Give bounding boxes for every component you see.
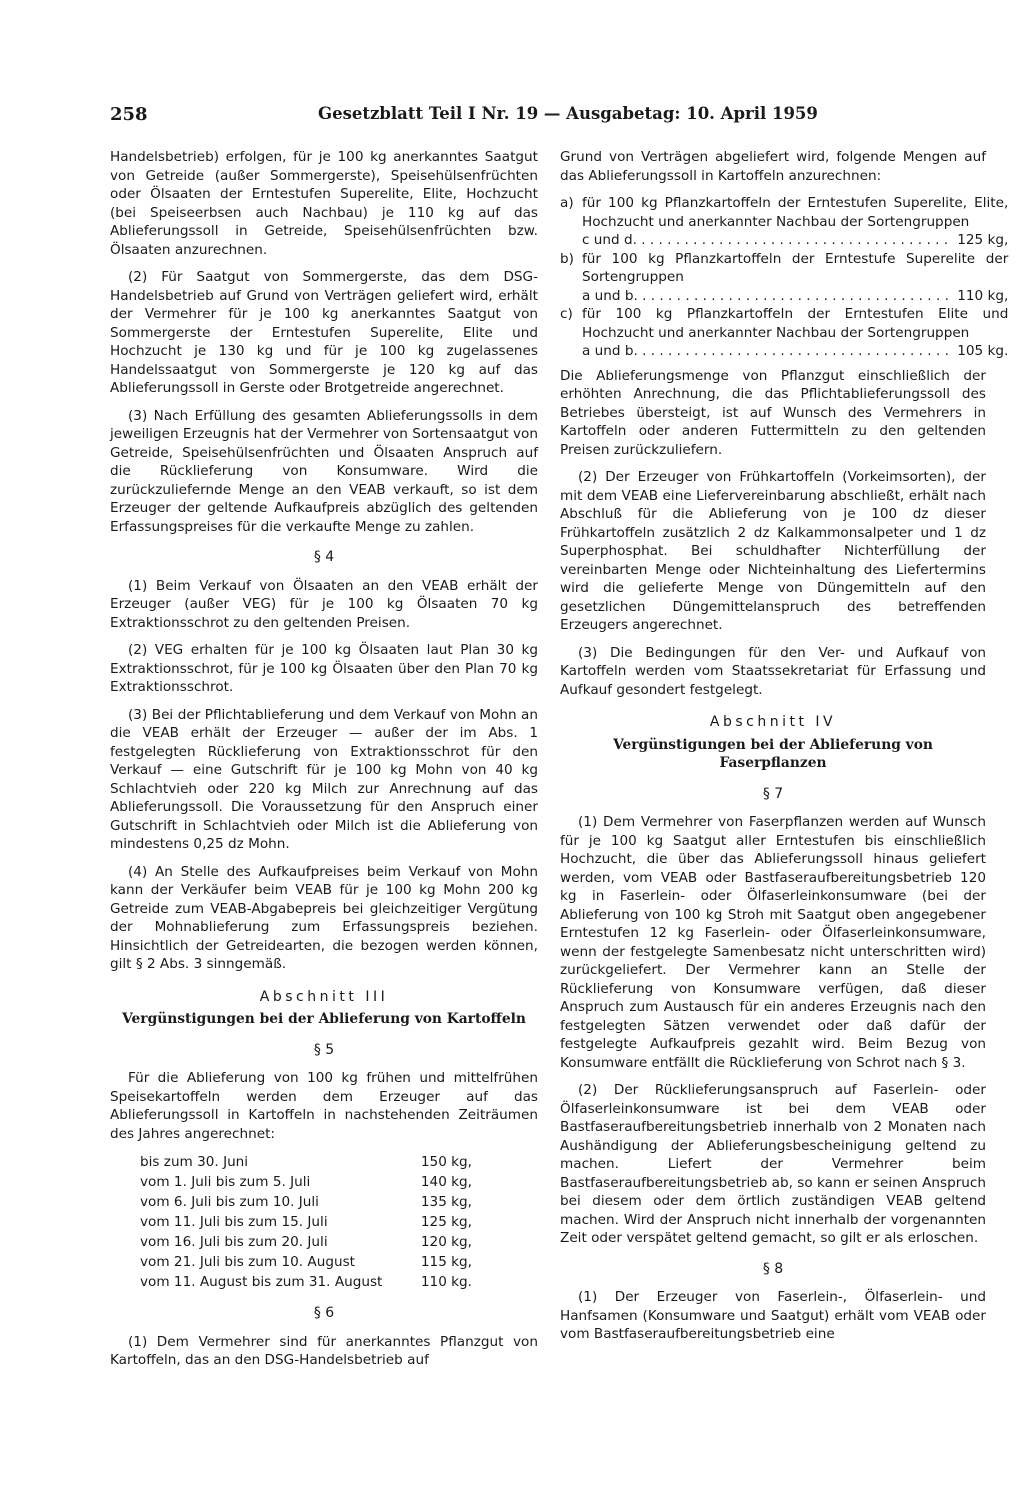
list-amount: 110 kg, bbox=[957, 287, 1009, 304]
paragraph-s6-2: (2) Der Erzeuger von Frühkartoffeln (Vorkeimsorten), der mit dem VEAB eine Liefervereinbarung abschließt, erhält nach Abschluß für die Ablieferung von je 100 dz dieser Frühkartoffeln zusätzlich 2 dz Kalkammonsalpeter und 1 dz Superphosphat. Bei schuldhafter Nichterfüllung der vereinbarten Menge oder Nichteinhaltung des Liefertermins wird die gelieferte Menge von Düngemitteln auf den gesetzlichen Düngemittelanspruch des betreffenden Erzeugers angerechnet. bbox=[560, 469, 986, 633]
schedule-amount: 110 kg. bbox=[420, 1273, 472, 1290]
paragraph-s4-3: (3) Bei der Pflichtablieferung und dem Verkauf von Mohn an die VEAB erhält der Erzeuger — außer der im Abs. 1 festgelegten Rücklieferung von Extraktionsschrot für den Verkauf — eine Gutschrift für je 100 kg Mohn von 40 kg Schlachtvieh oder 220 kg Milch zur Anrechnung auf das Ablieferungssoll. Die Voraussetzung für den Anspruch einer Gutschrift in Schlachtvieh oder Milch ist die Ablieferung von mindestens 0,25 dz Mohn. bbox=[110, 706, 538, 852]
left-column bbox=[110, 148, 538, 1379]
schedule-row bbox=[140, 1152, 472, 1172]
paragraph-s6-3: (3) Die Bedingungen für den Ver- und Aufkauf von Kartoffeln werden vom Staatssekretariat für Erfassung und Aufkauf gesondert festgelegt. bbox=[560, 644, 986, 698]
paragraph-s3-2: (2) Für Saatgut von Sommergerste, das dem DSG-Handelsbetrieb auf Grund von Verträgen geliefert wird, erhält der Vermehrer für je 100 kg anerkanntes Saatgut von Sommergerste der Erntestufen Superelite, Elite und Hochzucht je 130 kg und für je 100 kg zugelassenes Handelssaatgut von Sommergerste je 120 kg auf das Ablieferungssoll in Gerste oder Brotgetreide angerechnet. bbox=[110, 269, 538, 396]
list-letter: a) bbox=[560, 195, 574, 211]
paragraph-continued: Handelsbetrieb) erfolgen, für je 100 kg anerkanntes Saatgut von Getreide (außer Sommergerste), Speisehülsenfrüchten oder Ölsaaten der Erntestufen Superelite, Elite, Hochzucht (bei Speiseerbsen auch Nachbau) je 110 kg auf das Ablieferungssoll in Getreide, Speisehülsenfrüchten bzw. Ölsaaten anzurechnen. bbox=[110, 149, 538, 258]
list-letter: b) bbox=[560, 250, 574, 267]
schedule-row bbox=[140, 1212, 472, 1232]
schedule-period: vom 11. Juli bis zum 15. Juli bbox=[140, 1213, 328, 1230]
list-last-line: c und d bbox=[582, 232, 633, 248]
section-mark-8: § 8 bbox=[762, 1260, 784, 1277]
paragraph-s4-2: (2) VEG erhalten für je 100 kg Ölsaaten laut Plan 30 kg Extraktionsschrot, für je 100 kg Ölsaaten über den Plan 70 kg Extraktionsschrot. bbox=[110, 642, 538, 695]
pflanzgut-list bbox=[560, 194, 1009, 361]
schedule-amount: 120 kg, bbox=[420, 1233, 472, 1250]
running-title: Gesetzblatt Teil I Nr. 19 — Ausgabetag: 10. April 1959 bbox=[318, 104, 818, 123]
list-text: für 100 kg Pflanzkartoffeln der Erntestufe Superelite der Sortengruppen bbox=[582, 250, 1009, 285]
page-header bbox=[110, 104, 986, 130]
list-letter: c) bbox=[560, 306, 573, 322]
list-text: für 100 kg Pflanzkartoffeln der Erntestufen Superelite, Elite, Hochzucht und anerkannter Nachbau der Sortengruppen bbox=[582, 195, 1009, 230]
list-item bbox=[560, 305, 1009, 361]
section-mark-4: § 4 bbox=[313, 549, 335, 565]
paragraph-s8-1: (1) Der Erzeuger von Faserlein-, Ölfaserlein- und Hanfsamen (Konsumware und Saatgut) erhält vom VEAB oder vom Bastfaseraufbereitungsbetrieb eine bbox=[560, 1289, 986, 1342]
paragraph-s7-1: (1) Dem Vermehrer von Faserpflanzen werden auf Wunsch für je 100 kg Saatgut aller Erntestufen bis einschließlich Hochzucht, die über das Ablieferungssoll hinaus geliefert werden, vom VEAB oder Bastfaseraufbereitungsbetrieb 120 kg in Faserlein- oder Ölfaserleinkonsumware (bei der Ablieferung von 100 kg Stroh mit Saatgut oben angegebener Erntestufen 12 kg Faserlein- oder Ölfaserleinkonsumware, wenn der festgelegte Samenbesatz nicht unterschritten wird) zurückgeliefert. Der Vermehrer kann an Stelle der Rücklieferung von Konsumware verfügen, daß dieser Anspruch zum Austausch für ein anderes Erzeugnis nach den festgelegten Sätzen verwendet oder daß dafür der festgelegte Aufkaufpreis gezahlt wird. Beim Bezug von Konsumware entfällt die Rücklieferung von Schrot nach § 3. bbox=[560, 814, 986, 1071]
schedule-row bbox=[140, 1272, 472, 1292]
abschnitt-iii-heading: Vergünstigungen bei der Ablieferung von Kartoffeln bbox=[122, 1011, 526, 1027]
list-amount: 125 kg, bbox=[957, 232, 1009, 248]
paragraph-s4-1: (1) Beim Verkauf von Ölsaaten an den VEAB erhält der Erzeuger (außer VEG) für je 100 kg Ölsaaten 70 kg Extraktionsschrot zu den geltenden Preisen. bbox=[110, 577, 538, 631]
dot-leader bbox=[633, 342, 949, 361]
abschnitt-iv-label: Abschnitt IV bbox=[709, 714, 837, 730]
list-item bbox=[560, 250, 1009, 306]
paragraph-continued: Grund von Verträgen abgeliefert wird, folgende Mengen auf das Ablieferungssoll in Kartoffeln anzurechnen: bbox=[560, 149, 986, 184]
potato-schedule-table bbox=[140, 1152, 472, 1292]
schedule-period: bis zum 30. Juni bbox=[140, 1153, 249, 1170]
schedule-period: vom 6. Juli bis zum 10. Juli bbox=[140, 1193, 319, 1210]
schedule-amount: 115 kg, bbox=[420, 1253, 472, 1270]
paragraph-s6-1: (1) Dem Vermehrer sind für anerkanntes Pflanzgut von Kartoffeln, das an den DSG-Handelsbetrieb auf bbox=[110, 1333, 538, 1368]
paragraph-after-list: Die Ablieferungsmenge von Pflanzgut einschließlich der erhöhten Anrechnung, die das Pflichtablieferungssoll des Betriebes übersteigt, ist auf Wunsch des Vermehrers in Kartoffeln oder anderen Futtermitteln zu den geltenden Preisen zurückzuliefern. bbox=[560, 367, 986, 458]
schedule-row bbox=[140, 1192, 472, 1212]
list-last-line: a und b bbox=[582, 287, 634, 304]
list-amount: 105 kg. bbox=[957, 343, 1009, 359]
section-mark-6: § 6 bbox=[313, 1305, 335, 1321]
schedule-period: vom 1. Juli bis zum 5. Juli bbox=[140, 1173, 311, 1190]
schedule-period: vom 11. August bis zum 31. August bbox=[140, 1273, 383, 1290]
abschnitt-iii-label: Abschnitt III bbox=[259, 988, 389, 1005]
section-mark-7: § 7 bbox=[762, 785, 784, 802]
section-mark-5: § 5 bbox=[313, 1041, 335, 1058]
abschnitt-iv-heading: Vergünstigungen bei der Ablieferung von Faserpflanzen bbox=[613, 736, 933, 771]
list-last-line: a und b bbox=[582, 343, 634, 359]
paragraph-s3-3: (3) Nach Erfüllung des gesamten Ablieferungssolls in dem jeweiligen Erzeugnis hat der Vermehrer von Sortensaatgut von Getreide, Speisehülsenfrüchten und Ölsaaten Anspruch auf die Rücklieferung von Konsumware. Wird die zurückzuliefernde Menge an den VEAB verkauft, so ist dem Erzeuger der geltende Aufkaufpreis abzüglich des geltenden Erfassungspreises für die verkaufte Menge zu zahlen. bbox=[110, 407, 538, 535]
right-column bbox=[560, 148, 1009, 1353]
dot-leader bbox=[633, 287, 949, 306]
paragraph-s7-2: (2) Der Rücklieferungsanspruch auf Faserlein- oder Ölfaserleinkonsumware ist bei dem VEAB oder Bastfaseraufbereitungsbetrieb innerhalb von 2 Monaten nach Aushändigung der Ablieferungsbescheinigung geltend zu machen. Liefert der Vermehrer beim Bastfaseraufbereitungsbetrieb ab, so kann er seinen Anspruch bei diesem oder dem örtlich zuständigen VEAB geltend machen. Wird der Anspruch nicht innerhalb der vorgenannten Zeit oder verspätet geltend gemacht, so gilt er als erloschen. bbox=[560, 1082, 986, 1246]
schedule-period: vom 21. Juli bis zum 10. August bbox=[140, 1253, 355, 1270]
dot-leader bbox=[633, 231, 950, 250]
schedule-row bbox=[140, 1172, 472, 1192]
schedule-amount: 135 kg, bbox=[420, 1193, 472, 1210]
schedule-amount: 150 kg, bbox=[420, 1153, 472, 1170]
paragraph-s5-intro: Für die Ablieferung von 100 kg frühen und mittelfrühen Speisekartoffeln werden dem Erzeuger auf das Ablieferungssoll in Kartoffeln in nachstehenden Zeiträumen des Jahres angerechnet: bbox=[110, 1070, 538, 1142]
list-item bbox=[560, 194, 1009, 250]
paragraph-s4-4: (4) An Stelle des Aufkaufpreises beim Verkauf von Mohn kann der Verkäufer beim VEAB für je 100 kg Mohn 200 kg Getreide zum VEAB-Abgabepreis bei gleichzeitiger Vergütung der Mohnablieferung zum Erfassungspreis beziehen. Hinsichtlich der Getreidearten, die bezogen werden können, gilt § 2 Abs. 3 sinngemäß. bbox=[110, 863, 538, 972]
page-number: 258 bbox=[110, 104, 148, 125]
list-text: für 100 kg Pflanzkartoffeln der Erntestufen Elite und Hochzucht und anerkannter Nachbau der Sortengruppen bbox=[582, 306, 1009, 341]
schedule-row bbox=[140, 1232, 472, 1252]
schedule-amount: 140 kg, bbox=[420, 1173, 472, 1190]
schedule-period: vom 16. Juli bis zum 20. Juli bbox=[140, 1233, 328, 1250]
schedule-row bbox=[140, 1252, 472, 1272]
schedule-amount: 125 kg, bbox=[420, 1213, 472, 1230]
